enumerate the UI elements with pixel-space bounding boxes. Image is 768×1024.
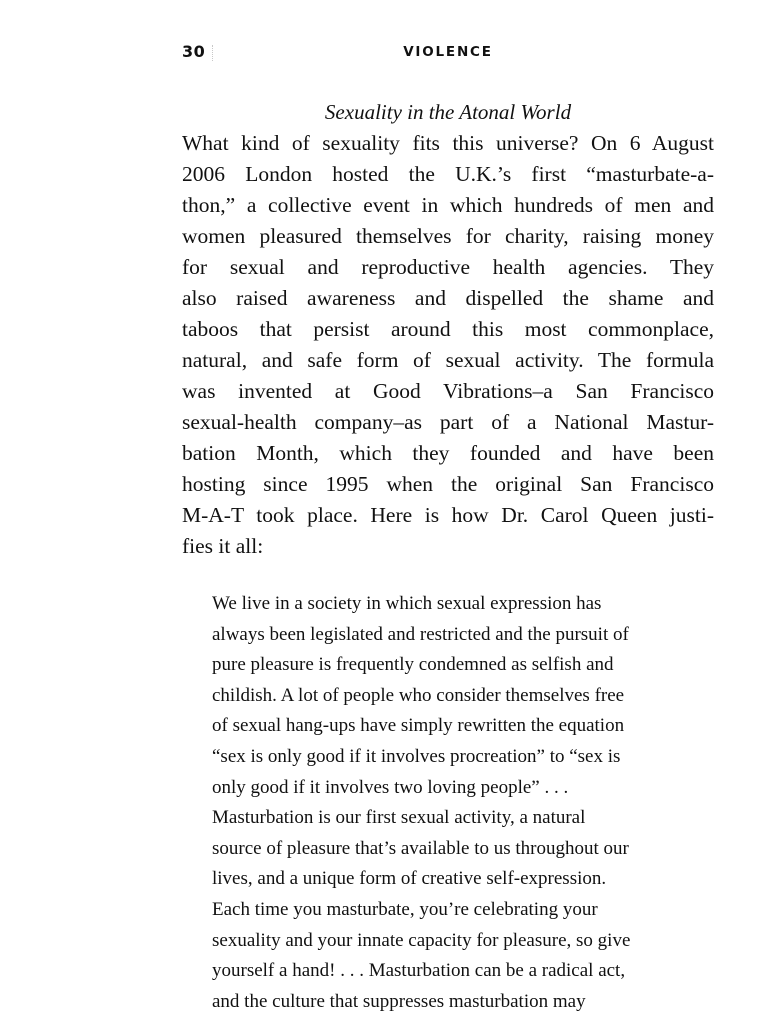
page-header — [0, 42, 768, 68]
body-line: hosting since 1995 when the original San Francisco — [182, 472, 714, 496]
quote-line: “sex is only good if it involves procreation” to “sex is — [212, 745, 621, 767]
body-line: 2006 London hosted the U.K.’s first “masturbate-a- — [182, 162, 714, 186]
quote-line: We live in a society in which sexual expression has — [212, 593, 602, 614]
quote-line: yourself a hand! . . . Masturbation can be a radical act, — [212, 960, 626, 982]
quote-line: always been legislated and restricted and the pursuit of — [212, 623, 629, 645]
page-number: 30 — [182, 42, 206, 61]
body-paragraph — [182, 128, 714, 562]
body-line: also raised awareness and dispelled the shame and — [182, 286, 714, 310]
body-line: bation Month, which they founded and have been — [182, 441, 714, 465]
body-line: thon,” a collective event in which hundreds of men and — [182, 193, 714, 217]
section-heading: Sexuality in the Atonal World — [324, 100, 572, 124]
quote-line: sexuality and your innate capacity for pleasure, so give — [212, 929, 631, 951]
quote-line: pure pleasure is frequently condemned as selfish and — [212, 654, 614, 676]
quote-line: childish. A lot of people who consider themselves free — [212, 684, 625, 706]
block-quote — [212, 589, 712, 1017]
quote-line: of sexual hang-ups have simply rewritten the equation — [212, 715, 625, 737]
body-line: fies it all: — [182, 534, 264, 558]
body-line: M-A-T took place. Here is how Dr. Carol Queen justi- — [182, 503, 714, 527]
quote-line: source of pleasure that’s available to us throughout our — [212, 837, 629, 859]
body-line: natural, and safe form of sexual activity. The formula — [182, 348, 714, 372]
body-line: women pleasured themselves for charity, raising money — [182, 224, 714, 248]
body-line: sexual-health company–as part of a National Mastur- — [182, 410, 714, 434]
quote-line: Each time you masturbate, you’re celebrating your — [212, 898, 598, 920]
quote-line: lives, and a unique form of creative self-expression. — [212, 868, 607, 890]
body-line: was invented at Good Vibrations–a San Francisco — [182, 379, 714, 403]
body-line: What kind of sexuality fits this universe? On 6 August — [182, 131, 714, 155]
quote-line: Masturbation is our first sexual activity, a natural — [212, 807, 586, 829]
body-line: taboos that persist around this most commonplace, — [182, 317, 714, 341]
quote-line: only good if it involves two loving people” . . . — [212, 776, 569, 798]
body-line: for sexual and reproductive health agencies. They — [182, 255, 714, 279]
running-head: VIOLENCE — [403, 44, 493, 60]
quote-line: and the culture that suppresses masturbation may — [212, 990, 586, 1012]
